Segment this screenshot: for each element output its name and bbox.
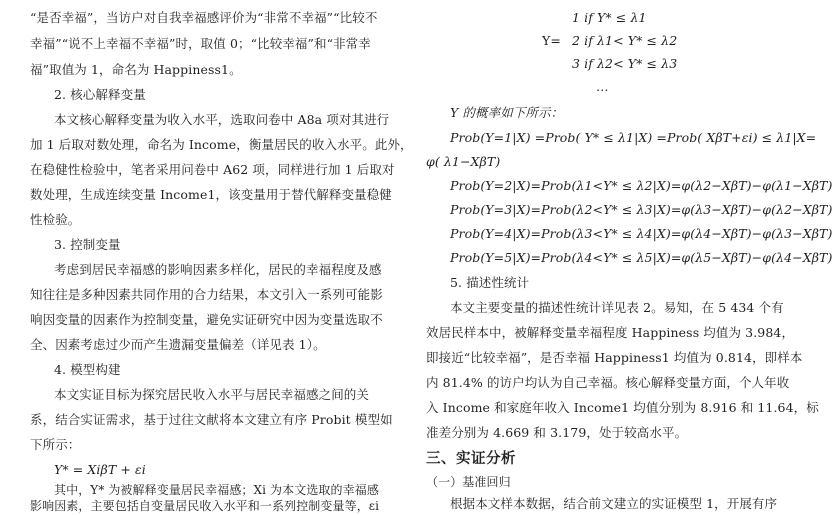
body-text-line: 本文实证目标为探究居民收入水平与居民幸福感之间的关 (54, 387, 370, 402)
case-row: 1 if Y* ≤ λ1 (572, 10, 647, 25)
probability-equation: Prob(Y=5|X)=Prob(λ4<Y* ≤ λ5|X)=φ(λ5−XβT)−φ(λ4−XβT) (450, 250, 832, 265)
body-text-line: 福”取值为 1，命名为 Happiness1。 (30, 62, 242, 77)
body-text-line: 响因变量的因素作为控制变量，避免实证研究中因为变量选取不 (30, 312, 383, 327)
body-text-line: 加 1 后取对数处理，命名为 Income，衡量居民的收入水平。此外， (30, 137, 413, 152)
probability-equation: Prob(Y=4|X)=Prob(λ3<Y* ≤ λ4|X)=φ(λ4−XβT)−φ(λ3−XβT) (450, 226, 832, 241)
body-text-line: 内 81.4% 的访户均认为自己幸福。核心解释变量方面，个人年收 (426, 375, 790, 390)
body-text-line: 系，结合实证需求，基于过往文献将本文建立有序 Probit 模型如 (30, 412, 393, 427)
section-heading-model: 4. 模型构建 (54, 362, 121, 377)
body-text-line: 全、因素考虑过少而产生遗漏变量偏差（详见表 1）。 (30, 337, 326, 352)
body-text-line: 本文核心解释变量为收入水平，选取问卷中 A8a 项对其进行 (54, 112, 390, 127)
body-text-line: 其中，Y* 为被解释变量居民幸福感；Xi 为本文选取的幸福感 (54, 483, 379, 497)
section-heading-empirical-analysis: 三、实证分析 (426, 451, 516, 467)
body-text-line: 数处理，生成连续变量 Income1，该变量用于替代解释变量稳健 (30, 187, 392, 202)
model-equation: Y* = XiβT + εi (54, 462, 146, 477)
body-text-line: 即接近“比较幸福”，是否幸福 Happiness1 均值为 0.814，即样本 (426, 350, 803, 365)
case-row-ellipsis: … (596, 79, 609, 94)
section-heading-core-variable: 2. 核心解释变量 (54, 87, 146, 102)
body-text-line: 幸福”“说不上幸福不幸福”时，取值 0；“比较幸福”和“非常幸 (30, 36, 371, 51)
body-text-line: “是否幸福”，当访户对自我幸福感评价为“非常不幸福”“比较不 (30, 10, 378, 25)
cases-label: Y= (542, 33, 561, 48)
body-text-line: 在稳健性检验中，笔者采用问卷中 A62 项，同样进行加 1 后取对 (30, 162, 395, 177)
subsection-heading-baseline-regression: （一）基准回归 (426, 475, 511, 489)
body-text-line: 根据本文样本数据，结合前文建立的实证模型 1，开展有序 (450, 496, 778, 511)
body-text-line: Y 的概率如下所示： (450, 105, 564, 120)
section-heading-descriptive-stats: 5. 描述性统计 (450, 275, 530, 290)
body-text-line: 知往往是多种因素共同作用的合力结果，本文引入一系列可能影 (30, 287, 383, 302)
case-row: 3 if λ2< Y* ≤ λ3 (572, 56, 678, 71)
body-text-line: 影响因素，主要包括自变量居民收入水平和一系列控制变量等，εi (30, 499, 380, 513)
probability-equation: Prob(Y=1|X) =Prob( Y* ≤ λ1|X) =Prob( XβT+εi) ≤ λ1|X= (450, 130, 817, 145)
body-text-line: 效居民样本中，被解释变量幸福程度 Happiness 均值为 3.984， (426, 325, 795, 340)
body-text-line: 准差分别为 4.669 和 3.179，处于较高水平。 (426, 425, 688, 440)
case-row: 2 if λ1< Y* ≤ λ2 (572, 33, 678, 48)
body-text-line: 本文主要变量的描述性统计详见表 2。易知，在 5 434 个有 (450, 300, 784, 315)
body-text-line: 性检验。 (30, 212, 81, 227)
probability-equation: Prob(Y=2|X)=Prob(λ1<Y* ≤ λ2|X)=φ(λ2−XβT)−φ(λ1−XβT) (450, 178, 832, 193)
probability-equation: Prob(Y=3|X)=Prob(λ2<Y* ≤ λ3|X)=φ(λ3−XβT)−φ(λ2−XβT) (450, 202, 832, 217)
probability-equation: φ( λ1−XβT) (426, 154, 501, 169)
body-text-line: 下所示： (30, 437, 81, 452)
body-text-line: 考虑到居民幸福感的影响因素多样化，居民的幸福程度及感 (54, 262, 382, 277)
body-text-line: 入 Income 和家庭年收入 Income1 均值分别为 8.916 和 11.64，标 (426, 400, 819, 415)
section-heading-control-variables: 3. 控制变量 (54, 237, 121, 252)
